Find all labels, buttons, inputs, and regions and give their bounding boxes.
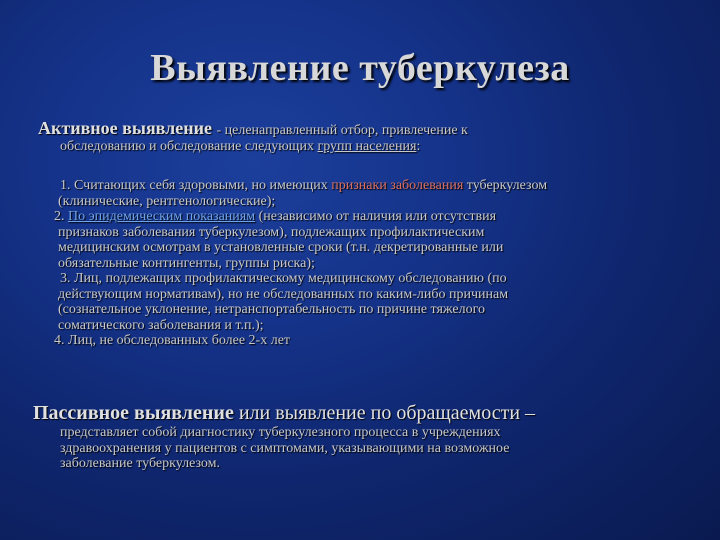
item-text: действующим нормативам), но не обследованных по каким-либо причинам bbox=[58, 286, 509, 302]
item-text: (клинические, рентгенологические); bbox=[58, 193, 276, 209]
item-text: соматического заболевания и т.п.); bbox=[58, 317, 264, 333]
passive-detection-desc bbox=[60, 425, 693, 472]
item-highlight: признаки заболевания bbox=[331, 178, 464, 193]
item-number: 1. bbox=[60, 178, 71, 193]
list-item bbox=[58, 178, 688, 209]
item-text: Лиц, не обследованных более 2-х лет bbox=[68, 333, 291, 348]
list-item bbox=[54, 209, 688, 271]
passive-detection-section bbox=[33, 402, 693, 472]
active-detection-continuation bbox=[60, 139, 688, 155]
active-detection-heading: Активное выявление bbox=[38, 118, 212, 138]
item-highlight-link: По эпидемическим показаниям bbox=[68, 209, 256, 224]
active-line2-text: обследованию и обследование следующих bbox=[60, 139, 318, 154]
item-text: признаков заболевания туберкулезом), подлежащих профилактическим bbox=[58, 224, 485, 240]
item-text: Считающих себя здоровыми, но имеющих bbox=[74, 178, 332, 193]
item-text: медицинским осмотрам в установленные сроки (т.н. декретированные или bbox=[58, 240, 504, 255]
passive-text: представляет собой диагностику туберкулезного процесса в учреждениях bbox=[60, 425, 501, 440]
item-text: Лиц, подлежащих профилактическому медицинскому обследованию (по bbox=[74, 271, 507, 286]
passive-detection-subheading: или выявление по обращаемости – bbox=[233, 402, 536, 424]
passive-text: заболевание туберкулезом. bbox=[60, 456, 221, 471]
active-detection-section bbox=[38, 118, 688, 155]
item-number: 3. bbox=[60, 271, 71, 286]
list-item bbox=[54, 333, 688, 349]
active-detection-line bbox=[38, 118, 688, 139]
item-text: туберкулезом bbox=[463, 178, 548, 193]
active-line2-suffix: : bbox=[416, 139, 421, 154]
item-text: обязательные контингенты, группы риска); bbox=[58, 255, 315, 271]
passive-detection-line bbox=[33, 402, 693, 425]
slide-title: Выявление туберкулеза bbox=[150, 47, 570, 89]
list-item bbox=[58, 271, 688, 333]
active-detection-desc: - целенаправленный отбор, привлечение к bbox=[216, 123, 468, 138]
item-text: (сознательное уклонение, нетранспортабельность по причине тяжелого bbox=[58, 302, 485, 317]
passive-text: здравоохранения у пациентов с симптомами, указывающими на возможное bbox=[60, 440, 510, 456]
groups-list bbox=[54, 178, 688, 349]
item-number: 2. bbox=[54, 209, 65, 224]
item-number: 4. bbox=[54, 333, 65, 348]
population-groups-link: групп населения bbox=[317, 139, 417, 154]
passive-detection-heading: Пассивное выявление bbox=[33, 402, 234, 424]
item-text: (независимо от наличия или отсутствия bbox=[255, 209, 497, 224]
